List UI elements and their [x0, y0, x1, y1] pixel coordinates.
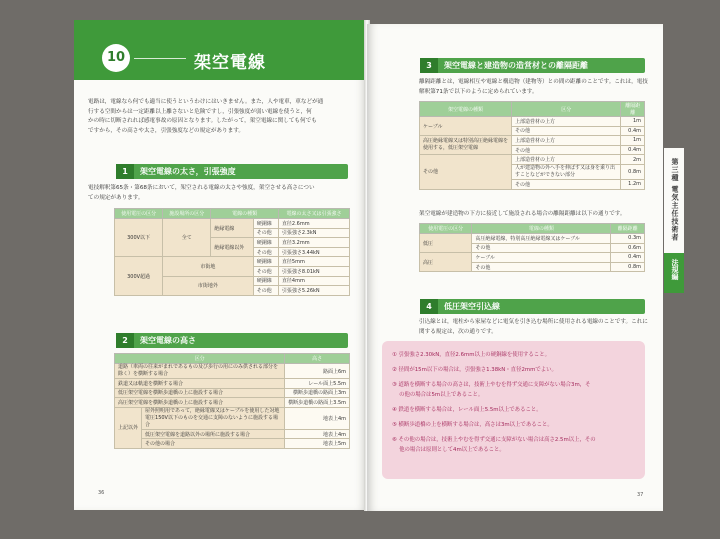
side-tab — [664, 148, 684, 253]
table-row: その他 0.4m — [420, 126, 645, 136]
section-title: 低圧架空引込線 — [444, 302, 500, 311]
intro-line: かの時に切断されれば感電事故の原因となります。したがって，架空電線に関しても何でも — [88, 118, 317, 124]
section-number: 1 — [116, 164, 134, 179]
table-row: 人が建造物の外へ手を伸ばす又は身を乗り出すことなどができない部分 0.8m — [420, 164, 645, 179]
table-header: 電線の種類 — [211, 209, 279, 219]
text-line: 引込線とは，電柱から家屋などに電気を引き込む場所に使用される電線のことです。これに — [419, 319, 648, 325]
intro-text — [88, 98, 323, 136]
table-row: 低圧架空電線を横断歩道橋の上に施設する場合 横断歩道橋の路面上3m — [115, 388, 350, 398]
wire-height-table — [114, 353, 350, 449]
text-line: 離隔距離とは，電線相互や電線と構造物（建物等）との間の距離のことです。これは，電技 — [419, 79, 648, 85]
table-row: その他 引張強さ3.44kN — [115, 247, 350, 257]
table-header: 使用電圧の区分 — [115, 209, 163, 219]
side-tab-label: 第三種 電気主任技術者 — [671, 158, 679, 242]
table-row: 300V以下 全て 絶縁電線 硬銅線 直径2.6mm — [115, 219, 350, 229]
table-row: その他 引張強さ5.26kN — [115, 286, 350, 296]
table-header: 施設場所の区分 — [163, 209, 211, 219]
table-row: 高圧 ケーブル 0.4m — [420, 253, 645, 263]
table-header: 高さ — [285, 354, 350, 364]
wire-thickness-table — [114, 208, 350, 296]
table-row: 市街地外 硬銅線 直径4mm — [115, 276, 350, 286]
chapter-title: 架空電線 — [194, 53, 266, 73]
intro-line: ですから，その高さや太さ，引張強度などの規定があります。 — [88, 127, 244, 134]
text-line: 解釈第71条で以下のように定められています。 — [419, 88, 538, 95]
list-item: ① 引張強さ2.30kN，直径2.6mm以上の硬銅線を使用すること。 — [392, 352, 550, 358]
table-row: その他 0.4m — [420, 145, 645, 155]
table-row: 300V超過 市街地 硬銅線 直径5mm — [115, 257, 350, 267]
table-row: 道路（車両の往来がまれであるもの及び歩行の用にのみ供される部分を除く）を横断する場合 路面上6m — [115, 364, 350, 379]
left-page — [74, 20, 367, 510]
section-3-text — [419, 78, 648, 97]
section-2-heading — [116, 333, 348, 348]
section-title: 架空電線と建造物の造営材との離隔距離 — [444, 61, 588, 70]
clearance-table — [419, 101, 645, 190]
section-title: 架空電線の高さ — [140, 336, 196, 345]
below-clearance-table — [419, 223, 645, 272]
text-line: ての規定があります。 — [88, 194, 144, 201]
list-item: ⑤ 横断歩道橋の上を横断する場合は，高さは3m以上であること。 — [392, 422, 553, 428]
section-number: 4 — [420, 299, 438, 314]
table-row: 鉄道又は軌道を横断する場合 レール面上5.5m — [115, 379, 350, 389]
text-line: 関する規定は，次の通りです。 — [419, 328, 497, 335]
section-1-heading — [116, 164, 348, 179]
table-row: その他 0.6m — [420, 243, 645, 253]
section-1-text — [88, 184, 315, 203]
side-tab-green-label: 法規編 — [671, 259, 679, 280]
rules-box — [382, 341, 645, 479]
page-number: 36 — [98, 490, 105, 496]
table-row: その他の場合 地表上5m — [115, 439, 350, 449]
section-4-text — [419, 318, 648, 337]
table-header: 電線の種類 — [472, 224, 611, 234]
list-item: 他の場合は原則として4m以上であること。 — [392, 447, 505, 453]
section-3-text-2: 架空電線が建造物の下方に接近して施設される場合の離隔距離は以下の通りです。 — [419, 211, 626, 217]
section-4-heading — [420, 299, 645, 314]
intro-line: 行する空間からは一定距離以上離さないと危険ですし，引張強度が弱い電線を使うと，何 — [88, 108, 312, 115]
table-row: 上記以外 屋外照明用であって，絶縁電線又はケーブルを使用した対地電圧150V以下のものを交通に支障のないように施設する場合 地表上4m — [115, 407, 350, 429]
table-header: 使用電圧の区分 — [420, 224, 472, 234]
table-row: 高圧架空電線を横断歩道橋の上に施設する場合 横断歩道橋の路面上3.5m — [115, 398, 350, 408]
chapter-number: 10 — [102, 44, 130, 72]
list-item: ② 径間が15m以下の場合は，引張強さ1.38kN・直径2mmでよい。 — [392, 367, 557, 373]
table-row: 低圧 高圧絶縁電線，特別高圧絶縁電線又はケーブル 0.3m — [420, 234, 645, 244]
section-number: 2 — [116, 333, 134, 348]
table-header: 電線の太さ又は引張強さ — [278, 209, 349, 219]
table-header: 区分 — [512, 102, 621, 117]
list-item: ⑥ その他の場合は，技術上やむを得ず交通に支障がない場合は高さ2.5m以上，その — [392, 437, 596, 443]
table-row: その他 引張強さ8.01kN — [115, 266, 350, 276]
table-row: その他 1.2m — [420, 179, 645, 189]
table-row: その他 上部造営材の上方 2m — [420, 155, 645, 165]
section-number: 3 — [420, 58, 438, 73]
right-page — [367, 24, 663, 511]
section-title: 架空電線の太さ，引張強度 — [140, 167, 236, 176]
table-header: 離隔距離 — [621, 102, 645, 117]
table-header: 離隔距離 — [611, 224, 645, 234]
table-row: 絶縁電線以外 硬銅線 直径3.2mm — [115, 238, 350, 248]
list-item: ④ 鉄道を横断する場合は，レール面上5.5m以上であること。 — [392, 407, 542, 413]
list-item: の他の場合は5m以上であること。 — [392, 392, 484, 398]
intro-line: 電路は，電線なら何でも適当に使うというわけにはいきません。また，人や電車，車などが通 — [88, 99, 324, 105]
table-row: 低圧架空電線を道路以外の場所に施設する場合 地表上4m — [115, 429, 350, 439]
table-row: その他 引張強さ2.3kN — [115, 228, 350, 238]
list-item: ③ 道路を横断する場合の高さは，技術上やむを得ず交通に支障がない場合3m，そ — [392, 382, 591, 388]
text-line: 電技解釈第65条・第68条において，架空される電線の太さや強度，架空させる高さについ — [88, 185, 315, 191]
table-row: 高圧絶縁電線又は特別高圧絶縁電線を使用する，低圧架空電線 上部造営材の上方 1m — [420, 136, 645, 146]
page-number: 37 — [637, 492, 644, 498]
table-row: ケーブル 上部造営材の上方 1m — [420, 117, 645, 127]
side-tab-green — [664, 253, 684, 293]
table-header: 架空電線の種類 — [420, 102, 512, 117]
table-header: 区分 — [115, 354, 285, 364]
section-3-heading — [420, 58, 645, 73]
chapter-rule — [134, 58, 186, 59]
table-row: その他 0.8m — [420, 262, 645, 272]
